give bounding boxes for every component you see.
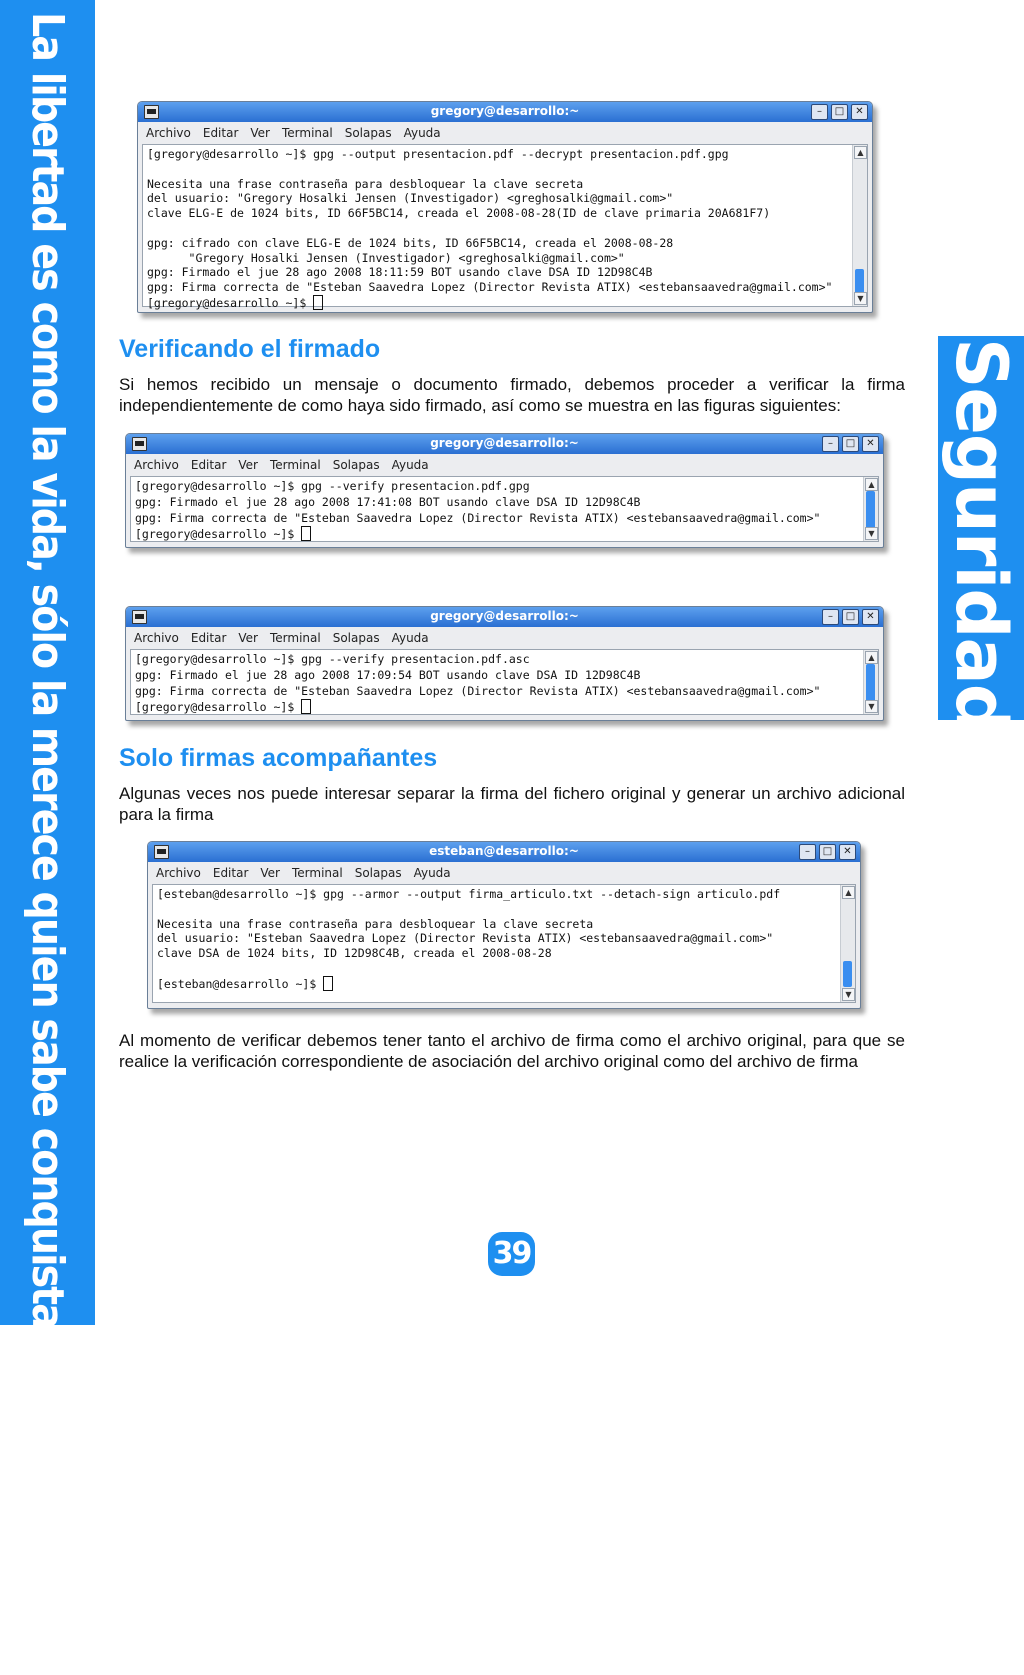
scroll-down-icon[interactable]: ▼ (842, 988, 855, 1001)
text-cursor (301, 699, 311, 714)
menu-terminal[interactable]: Terminal (291, 866, 343, 880)
maximize-icon[interactable]: □ (831, 104, 848, 120)
terminal-text: [gregory@desarrollo ~]$ gpg --verify presentacion.pdf.asc gpg: Firmado el jue 28 ago 2008 17:09:54 BOT usando clave DSA ID 12D98C4B gpg: Firma correcta de "Esteban Saavedra Lopez (Director Revista ATIX) <estebansaavedra@gmail.com>" [gregory@desarrollo ~]$ (135, 652, 821, 715)
section-tab-label: Seguridad (940, 338, 1022, 733)
terminal-title: gregory@desarrollo:~ (430, 104, 580, 118)
scroll-up-icon[interactable]: ▲ (865, 651, 878, 664)
terminal-text: [gregory@desarrollo ~]$ gpg --verify presentacion.pdf.gpg gpg: Firmado el jue 28 ago 2008 17:41:08 BOT usando clave DSA ID 12D98C4B gpg: Firma correcta de "Esteban Saavedra Lopez (Director Revista ATIX) <estebansaavedra@gmail.com>" [gregory@desarrollo ~]$ (135, 479, 821, 542)
section-heading-detached: Solo firmas acompañantes (119, 744, 438, 772)
menu-archivo[interactable]: Archivo (134, 458, 179, 472)
scrollbar[interactable] (840, 885, 855, 1002)
terminal-title: esteban@desarrollo:~ (429, 844, 579, 858)
terminal-window-verify-asc (125, 606, 884, 721)
page-number: 39 (488, 1232, 535, 1276)
terminal-titlebar (126, 607, 883, 627)
scrollbar[interactable] (863, 650, 878, 714)
menu-terminal[interactable]: Terminal (281, 126, 333, 140)
minimize-icon[interactable]: – (822, 609, 839, 625)
menu-editar[interactable]: Editar (190, 631, 227, 645)
menu-editar[interactable]: Editar (202, 126, 239, 140)
scroll-down-icon[interactable]: ▼ (865, 527, 878, 540)
terminal-menubar (148, 862, 860, 884)
menu-solapas[interactable]: Solapas (332, 458, 380, 472)
terminal-titlebar (148, 842, 860, 862)
scroll-thumb[interactable] (866, 664, 875, 702)
terminal-menubar (138, 122, 872, 144)
close-icon[interactable]: ✕ (851, 104, 868, 120)
scroll-up-icon[interactable]: ▲ (842, 886, 855, 899)
menu-ver[interactable]: Ver (260, 866, 280, 880)
menu-ayuda[interactable]: Ayuda (391, 631, 429, 645)
menu-ver[interactable]: Ver (238, 458, 258, 472)
scroll-down-icon[interactable]: ▼ (854, 292, 867, 305)
terminal-titlebar (126, 434, 883, 454)
terminal-output[interactable] (152, 884, 856, 1003)
menu-editar[interactable]: Editar (212, 866, 249, 880)
terminal-text: [gregory@desarrollo ~]$ gpg --output presentacion.pdf --decrypt presentacion.pdf.gpg Necesita una frase contraseña para desbloquear la clave secreta del usuario: "Gregory Hosalki Jensen (Investigador) <greghosalki@gmail.com>" clave ELG-E de 1024 bits, ID 66F5BC14, creada el 2008-08-28(ID de clave primaria 20A681F7) gpg: cifrado con clave ELG-E de 1024 bits, ID 66F5BC14, creada el 2008-08-28 "Gregory Hosalki Jensen (Investigador) <greghosalki@gmail.com>" gpg: Firmado el jue 28 ago 2008 18:11:59 BOT usando clave DSA ID 12D98C4B gpg: Firma correcta de "Esteban Saavedra Lopez (Director Revista ATIX) <estebansaavedra@gmail.com>" [gregory@desarrollo ~]$ (147, 147, 833, 310)
text-cursor (323, 976, 333, 991)
maximize-icon[interactable]: □ (842, 609, 859, 625)
menu-archivo[interactable]: Archivo (134, 631, 179, 645)
menu-archivo[interactable]: Archivo (146, 126, 191, 140)
text-cursor (313, 295, 323, 310)
maximize-icon[interactable]: □ (842, 436, 859, 452)
maximize-icon[interactable]: □ (819, 844, 836, 860)
section-tab (938, 336, 1024, 733)
minimize-icon[interactable]: – (822, 436, 839, 452)
terminal-output[interactable] (130, 649, 879, 715)
terminal-menubar (126, 627, 883, 649)
scroll-thumb[interactable] (866, 491, 875, 529)
scroll-up-icon[interactable]: ▲ (865, 478, 878, 491)
side-banner-text: La libertad es como la vida, sólo la merece quien sabe conquistarla todos los días (22, 12, 73, 1675)
section-heading-verify: Verificando el firmado (119, 335, 381, 363)
menu-ayuda[interactable]: Ayuda (413, 866, 451, 880)
menu-terminal[interactable]: Terminal (269, 458, 321, 472)
menu-editar[interactable]: Editar (190, 458, 227, 472)
menu-ayuda[interactable]: Ayuda (391, 458, 429, 472)
paragraph-closing: Al momento de verificar debemos tener tanto el archivo de firma como el archivo original, para que se realice la verificación correspondiente de asociación del archivo original como del archivo de firma (119, 1031, 905, 1071)
close-icon[interactable]: ✕ (839, 844, 856, 860)
terminal-titlebar (138, 102, 872, 122)
menu-solapas[interactable]: Solapas (332, 631, 380, 645)
terminal-text: [esteban@desarrollo ~]$ gpg --armor --output firma_articulo.txt --detach-sign articulo.pdf Necesita una frase contraseña para desbloquear la clave secreta del usuario: "Esteban Saavedra Lopez (Director Revista ATIX) <estebansaavedra@gmail.com>" clave DSA de 1024 bits, ID 12D98C4B, creada el 2008-08-28 [esteban@desarrollo ~]$ (157, 887, 781, 991)
terminal-output[interactable] (130, 476, 879, 542)
terminal-output[interactable] (142, 144, 868, 310)
close-icon[interactable]: ✕ (862, 436, 879, 452)
menu-terminal[interactable]: Terminal (269, 631, 321, 645)
menu-ver[interactable]: Ver (250, 126, 270, 140)
scroll-up-icon[interactable]: ▲ (854, 146, 867, 159)
menu-solapas[interactable]: Solapas (344, 126, 392, 140)
terminal-title: gregory@desarrollo:~ (430, 436, 579, 450)
terminal-window-detach-sign (147, 841, 861, 1009)
menu-solapas[interactable]: Solapas (354, 866, 402, 880)
scrollbar[interactable] (852, 145, 867, 306)
menu-archivo[interactable]: Archivo (156, 866, 201, 880)
menu-ver[interactable]: Ver (238, 631, 258, 645)
scroll-thumb[interactable] (843, 961, 852, 987)
terminal-window-verify-gpg (125, 433, 884, 548)
minimize-icon[interactable]: – (799, 844, 816, 860)
minimize-icon[interactable]: – (811, 104, 828, 120)
close-icon[interactable]: ✕ (862, 609, 879, 625)
paragraph-detached: Algunas veces nos puede interesar separar la firma del fichero original y generar un archivo adicional para la firma (119, 784, 905, 824)
side-banner (0, 0, 95, 1675)
scroll-down-icon[interactable]: ▼ (865, 700, 878, 713)
terminal-title: gregory@desarrollo:~ (430, 609, 579, 623)
terminal-menubar (126, 454, 883, 476)
paragraph-verify: Si hemos recibido un mensaje o documento firmado, debemos proceder a verificar la firma independientemente de como haya sido firmado, así como se muestra en las figuras siguientes: (119, 375, 905, 415)
scrollbar[interactable] (863, 477, 878, 541)
menu-ayuda[interactable]: Ayuda (403, 126, 441, 140)
terminal-window-decrypt (137, 101, 873, 313)
text-cursor (301, 526, 311, 541)
